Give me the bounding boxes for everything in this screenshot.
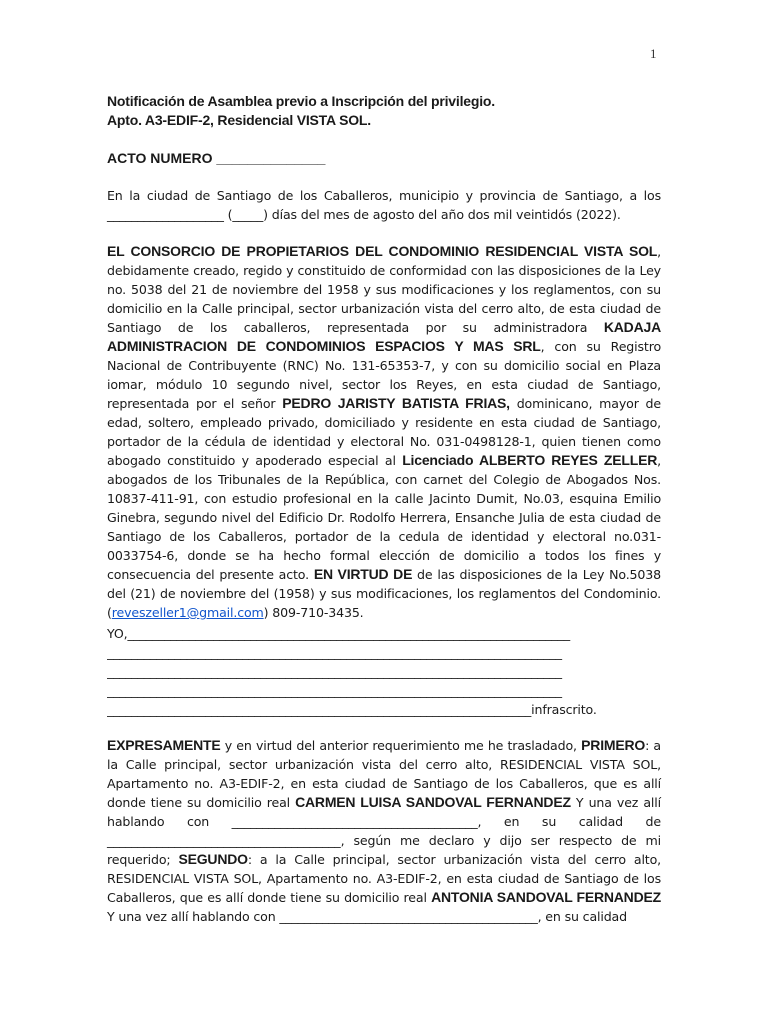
expresamente-text-4: : a la Calle principal, sector urbanización vista del cerro alto, RESIDENCIAL VISTA SOL, Apartamento no. A3-EDIF-2, en esta ciudad de Santiago de los Caballeros, que es allí donde tiene su domicilio real [107,852,661,905]
consorcio-text-4: , abogados de los Tribunales de la República, con carnet del Colegio de Abogados Nos. 10837-411-91, con estudio profesional en la calle Jacinto Dumit, No.03, esquina Emilio Ginebra, segundo nivel del Edificio Dr. Rodolfo Herrera, Ensanche Julia de esta ciudad de Santiago de los Caballeros, portador de la cedula de identidad y electoral no.031-0033754-6, donde se ha hecho formal elección de domicilio a todos los fines y consecuencia del presente acto. [107,453,661,582]
primero-keyword: PRIMERO [581,737,646,753]
consorcio-text-1: , debidamente creado, regido y constituido de conformidad con las disposiciones de la Ley no. 5038 del 21 de noviembre del 1958 y sus modificaciones y los reglamentos, con su domicilio en la Calle principal, sector urbanización vista del cerro alto, de esta ciudad de Santiago de los caballeros, representada por su administradora [107,244,661,335]
abogado-name: Licenciado ALBERTO REYES ZELLER [402,452,658,468]
intro-paragraph: En la ciudad de Santiago de los Caballeros, municipio y provincia de Santiago, a los ___________________ (_____) días del mes de agosto del año dos mil veintidós (2022). [107,188,661,222]
consorcio-name: EL CONSORCIO DE PROPIETARIOS DEL CONDOMINIO RESIDENCIAL VISTA SOL [107,243,658,259]
heading-line-2: Apto. A3-EDIF-2, Residencial VISTA SOL. [107,112,371,128]
email-link[interactable]: reveszeller1@gmail.com [111,605,264,620]
document-heading [107,92,667,130]
expresamente-keyword: EXPRESAMENTE [107,737,221,753]
yo-line-5: _____________________________________________________________________infrascrito. [107,702,597,717]
requerido-2-name: ANTONIA SANDOVAL FERNANDEZ [431,889,661,905]
yo-line-2: __________________________________________________________________________ [107,645,562,660]
page-number: 1 [650,46,657,61]
yo-line-1: YO,________________________________________________________________________ [107,626,571,641]
expresamente-text-2: : a la Calle principal, sector urbanización vista del cerro alto, RESIDENCIAL VISTA SOL, Apartamento no. A3-EDIF-2, en esta ciudad de Santiago de los Caballeros, que es allí donde tiene su domicilio real [107,738,661,810]
administradora-name: KADAJA ADMINISTRACION DE CONDOMINIOS ESPACIOS Y MAS SRL [107,319,661,354]
yo-section [107,624,661,719]
expresamente-paragraph [107,736,661,926]
yo-line-4: __________________________________________________________________________ [107,683,562,698]
requerido-1-name: CARMEN LUISA SANDOVAL FERNANDEZ [295,794,571,810]
expresamente-text-5: Y una vez allí hablando con __________________________________________, en su calidad [107,909,627,924]
expresamente-text-1: y en virtud del anterior requerimiento me he trasladado, [220,738,582,753]
en-virtud-keyword: EN VIRTUD DE [313,566,413,582]
consorcio-paragraph [107,242,661,622]
consorcio-text-3: dominicano, mayor de edad, soltero, empleado privado, domiciliado y residente en esta ciudad de Santiago, portador de la cédula de identidad y electoral No. 031-0498128-1, quien tienen como abogado constituido y apoderado especial al [107,396,661,468]
heading-line-1: Notificación de Asamblea previo a Inscripción del privilegio. [107,93,495,109]
consorcio-text-5: de las disposiciones de la Ley No.5038 del (21) de noviembre del (1958) y sus modificaciones, los reglamentos del Condominio. ( [107,567,661,620]
acto-numero: ACTO NUMERO ______________ [107,150,326,166]
expresamente-text-3: Y una vez allí hablando con ________________________________________, en su calidad de ______________________________________, según me declaro y dijo ser respecto de mi requerido; [107,795,661,867]
representante-name: PEDRO JARISTY BATISTA FRIAS, [282,395,510,411]
segundo-keyword: SEGUNDO [178,851,248,867]
consorcio-text-2: , con su Registro Nacional de Contribuyente (RNC) No. 131-65353-7, y con su domicilio social en Plaza iomar, módulo 10 segundo nivel, sector los Reyes, en esta ciudad de Santiago, representada por el señor [107,339,661,411]
consorcio-text-6: ) 809-710-3435. [263,605,364,620]
yo-line-3: __________________________________________________________________________ [107,664,562,679]
